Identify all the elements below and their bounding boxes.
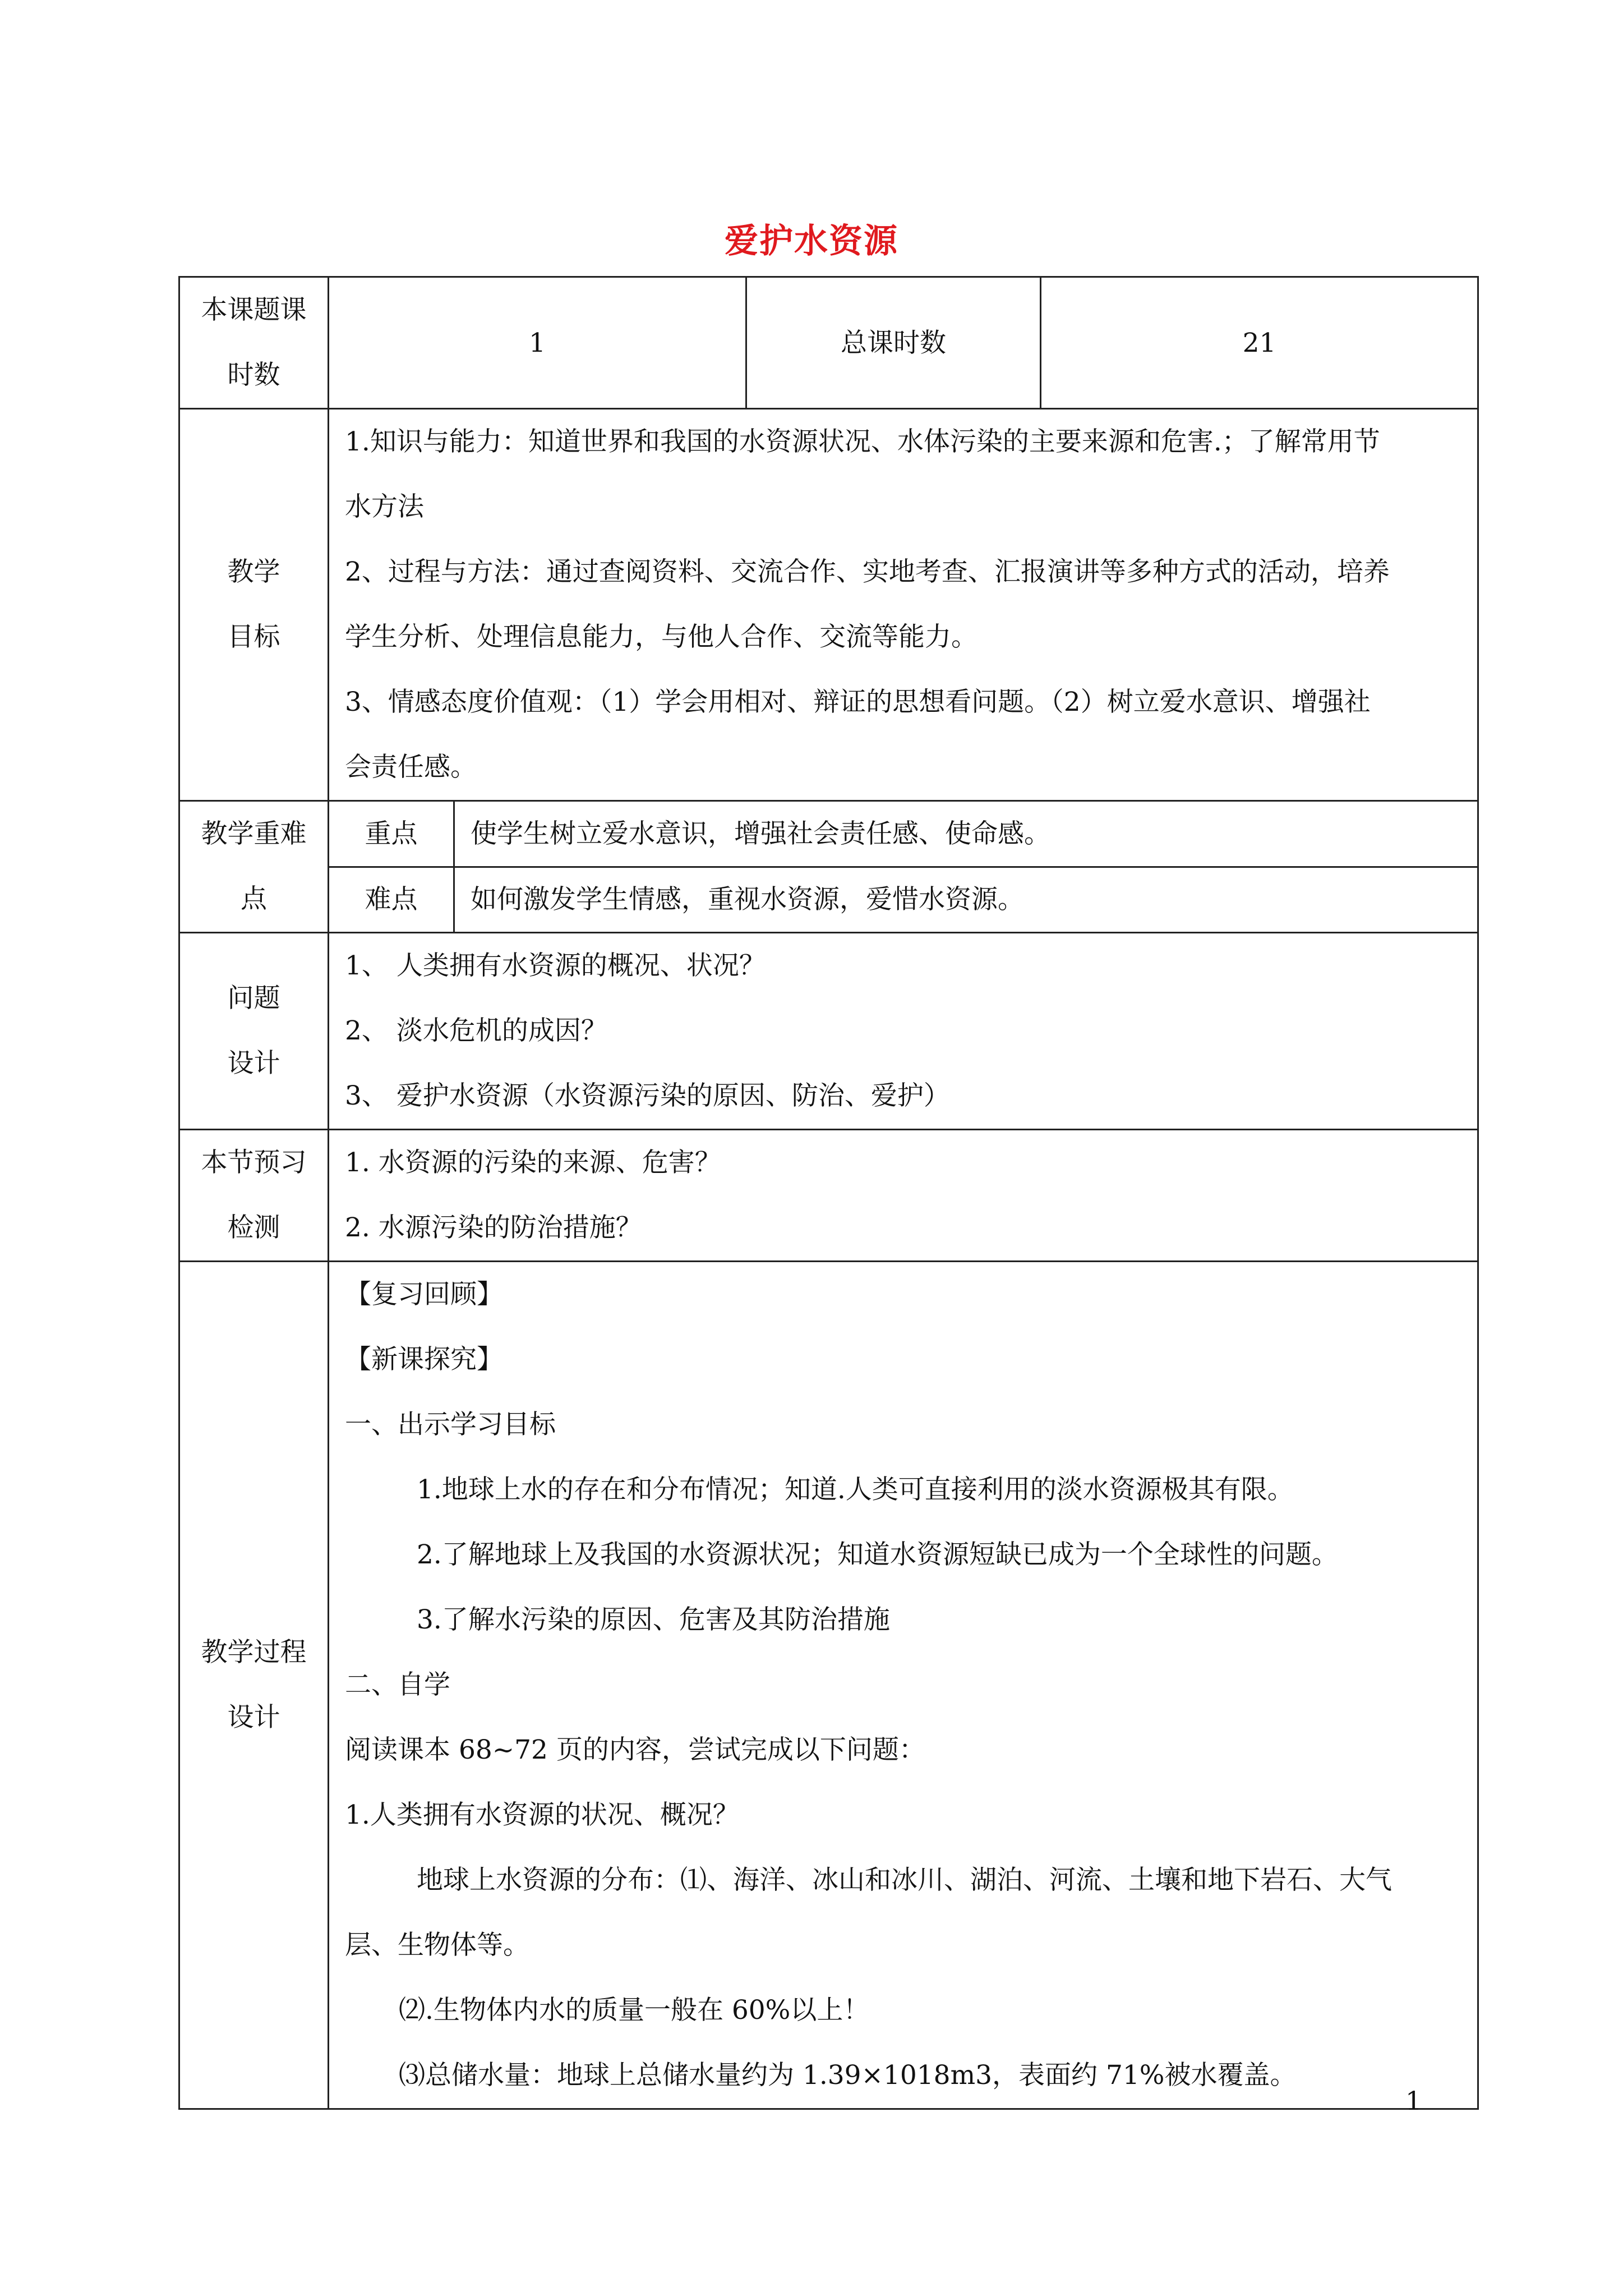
teaching-process-content xyxy=(329,1262,1478,2109)
total-hours-value: 21 xyxy=(1041,277,1478,409)
difficult-point-text: 如何激发学生情感，重视水资源，爱惜水资源。 xyxy=(454,867,1478,933)
question-item: 1.人类拥有水资源的状况、概况？ xyxy=(345,1800,739,1830)
question-line: 1、 人类拥有水资源的概况、状况？ xyxy=(345,950,766,981)
goal-line: 会责任感。 xyxy=(345,752,477,783)
goal-line: 学生分析、处理信息能力，与他人合作、交流等能力。 xyxy=(345,622,978,652)
preview-check-content xyxy=(329,1130,1478,1262)
answer-text: ⑶总储水量：地球上总储水量约为 1.39×1018m3，表面约 71%被水覆盖。 xyxy=(399,2060,1297,2091)
preview-line: 2. 水源污染的防治措施？ xyxy=(345,1212,642,1243)
difficult-point-label: 难点 xyxy=(329,867,454,933)
learning-goal: 3.了解水污染的原因、危害及其防治措施 xyxy=(417,1604,890,1635)
answer-text: ⑵.生物体内水的质量一般在 60%以上！ xyxy=(399,1995,870,2026)
label-teaching-goals: 教学 目标 xyxy=(179,409,329,801)
section-heading: 二、自学 xyxy=(345,1669,450,1700)
page-number: 1 xyxy=(1405,2086,1422,2116)
key-point-label: 重点 xyxy=(329,801,454,867)
label-preview-check: 本节预习 检测 xyxy=(179,1130,329,1262)
answer-text: 层、生物体等。 xyxy=(345,1930,529,1961)
label-key-difficult: 教学重难 点 xyxy=(179,801,329,933)
label-question-design: 问题 设计 xyxy=(179,933,329,1130)
preview-line: 1. 水资源的污染的来源、危害？ xyxy=(345,1147,721,1178)
row-lesson-hours xyxy=(179,277,1478,409)
goal-line: 2、过程与方法：通过查阅资料、交流合作、实地考查、汇报演讲等多种方式的活动，培养 xyxy=(345,556,1390,587)
row-teaching-goals xyxy=(179,409,1478,801)
reading-instruction: 阅读课本 68~72 页的内容，尝试完成以下问题： xyxy=(345,1734,925,1765)
row-question-design xyxy=(179,933,1478,1130)
row-preview-check xyxy=(179,1130,1478,1262)
question-line: 3、 爱护水资源（水资源污染的原因、防治、爱护） xyxy=(345,1080,950,1111)
row-teaching-process xyxy=(179,1262,1478,2109)
review-heading: 【复习回顾】 xyxy=(345,1279,503,1310)
label-teaching-process: 教学过程 设计 xyxy=(179,1262,329,2109)
lesson-plan-table xyxy=(178,276,1479,2110)
learning-goal: 2.了解地球上及我国的水资源状况；知道水资源短缺已成为一个全球性的问题。 xyxy=(417,1539,1338,1570)
learning-goal: 1.地球上水的存在和分布情况；知道.人类可直接利用的淡水资源极其有限。 xyxy=(417,1474,1294,1505)
page-title: 爱护水资源 xyxy=(725,222,898,261)
row-key-point xyxy=(179,801,1478,867)
teaching-goals-content xyxy=(329,409,1478,801)
answer-text: 地球上水资源的分布：⑴、海洋、冰山和冰川、湖泊、河流、土壤和地下岩石、大气 xyxy=(417,1865,1392,1895)
lesson-hours-value: 1 xyxy=(329,277,746,409)
goal-line: 1.知识与能力：知道世界和我国的水资源状况、水体污染的主要来源和危害.；了解常用节 xyxy=(345,426,1380,457)
total-hours-label: 总课时数 xyxy=(746,277,1041,409)
question-design-content xyxy=(329,933,1478,1130)
label-lesson-hours: 本课题课 时数 xyxy=(179,277,329,409)
question-line: 2、 淡水危机的成因？ xyxy=(345,1015,607,1046)
goal-line: 3、情感态度价值观：（1）学会用相对、辩证的思想看问题。（2）树立爱水意识、增强社 xyxy=(345,687,1371,717)
row-difficult-point xyxy=(179,867,1478,933)
key-point-text: 使学生树立爱水意识，增强社会责任感、使命感。 xyxy=(454,801,1478,867)
goal-line: 水方法 xyxy=(345,491,424,522)
explore-heading: 【新课探究】 xyxy=(345,1344,503,1375)
section-heading: 一、出示学习目标 xyxy=(345,1409,556,1440)
